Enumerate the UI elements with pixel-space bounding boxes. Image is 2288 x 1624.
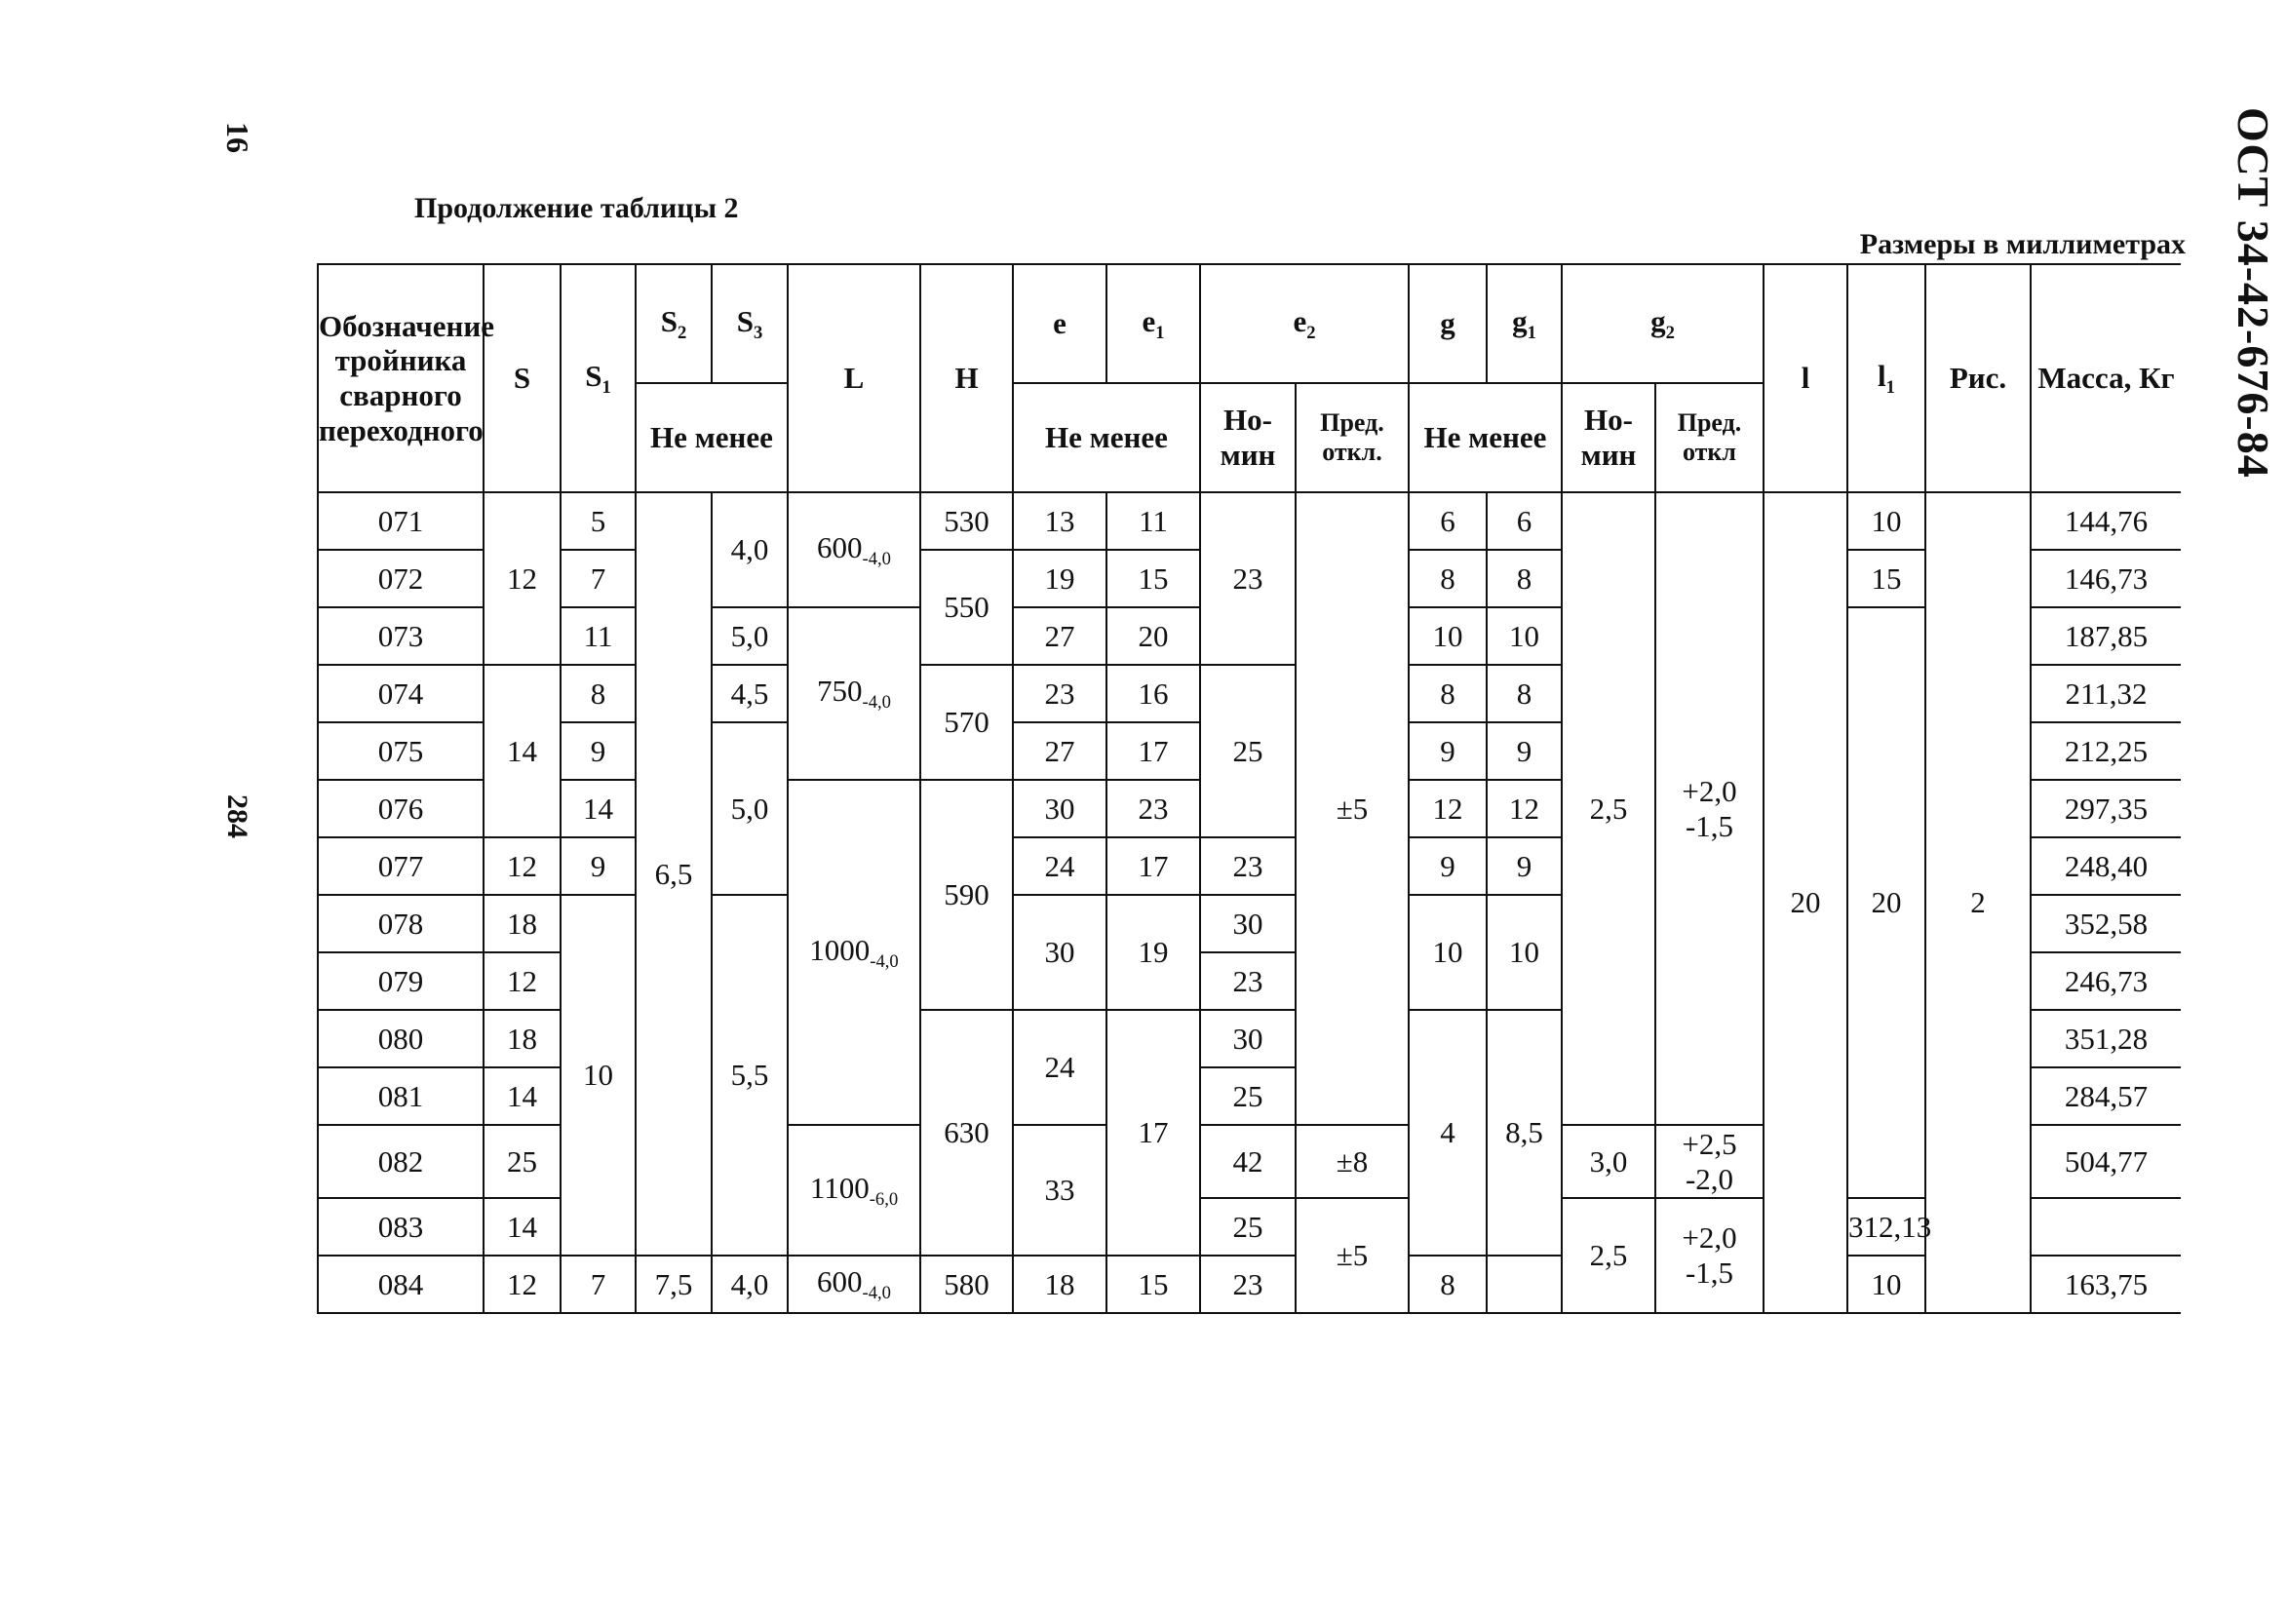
cell-g: 10 (1409, 607, 1487, 665)
cell-e2-nominal: 23 (1200, 1256, 1296, 1313)
cell-s: 12 (484, 492, 561, 665)
cell-s1: 14 (561, 780, 636, 837)
header-s3: $S_3$ (712, 264, 788, 383)
cell-g1: 10 (1487, 607, 1562, 665)
table-caption: Продолжение таблицы 2 (414, 192, 739, 224)
cell-mass: 504,77 (2031, 1125, 2181, 1198)
cell-e2-tolerance: ±5 (1296, 492, 1409, 1125)
cell-e: 19 (1013, 550, 1106, 607)
header-e2-tolerance: Пред. откл. (1296, 383, 1409, 492)
cell-s1: 7 (561, 550, 636, 607)
header-g1: $g_1$ (1487, 264, 1562, 383)
cell-l1: 10 (1847, 492, 1925, 550)
cell-mass: 351,28 (2031, 1010, 2181, 1067)
cell-l1: 10 (1847, 1256, 1925, 1313)
header-l: L (788, 264, 920, 492)
cell-s3: 4,0 (712, 492, 788, 607)
cell-e2-tolerance: ±8 (1296, 1125, 1409, 1198)
cell-e1: 23 (1106, 780, 1200, 837)
cell-g: 4 (1409, 1010, 1487, 1256)
cell-g2-tolerance: +2,5 -2,0 (1655, 1125, 1764, 1198)
cell-g: 8 (1409, 550, 1487, 607)
cell-e1: 17 (1106, 1010, 1200, 1256)
cell-h: 590 (920, 780, 1013, 1010)
cell-mass: 284,57 (2031, 1067, 2181, 1125)
header-s2: $S_2$ (636, 264, 712, 383)
header-e1: $e_1$ (1106, 264, 1200, 383)
cell-g2-tolerance: +2,0 -1,5 (1655, 492, 1764, 1125)
cell-designation: 083 (318, 1198, 484, 1256)
cell-mass: 187,85 (2031, 607, 2181, 665)
cell-e2-nominal: 30 (1200, 1010, 1296, 1067)
cell-designation: 075 (318, 722, 484, 780)
cell-h: 630 (920, 1010, 1013, 1256)
cell-e: 24 (1013, 1010, 1106, 1125)
cell-designation: 081 (318, 1067, 484, 1125)
header-mass: Масса, Кг (2031, 264, 2181, 492)
cell-e2-tolerance: ±5 (1296, 1198, 1409, 1313)
cell-e: 30 (1013, 780, 1106, 837)
cell-s: 14 (484, 1198, 561, 1256)
cell-mass: 212,25 (2031, 722, 2181, 780)
cell-e2-nominal: 42 (1200, 1125, 1296, 1198)
cell-g1: 8,5 (1487, 1010, 1562, 1256)
cell-g: 9 (1409, 837, 1487, 895)
cell-designation: 071 (318, 492, 484, 550)
table-container (317, 263, 2181, 1345)
cell-l: $750_{-4,0}$ (788, 607, 920, 780)
cell-s3: 5,0 (712, 607, 788, 665)
cell-e2-nominal: 25 (1200, 1198, 1296, 1256)
cell-s3: 5,5 (712, 895, 788, 1256)
cell-designation: 074 (318, 665, 484, 722)
cell-designation: 078 (318, 895, 484, 952)
cell-s1: 7 (561, 1256, 636, 1313)
cell-g: 10 (1409, 895, 1487, 1010)
cell-g2-nominal: 3,0 (1562, 1125, 1655, 1198)
header-not-less-s: Не менее (636, 383, 788, 492)
cell-s1: 10 (561, 895, 636, 1256)
header-g2-nominal: Но-мин (1562, 383, 1655, 492)
cell-e: 13 (1013, 492, 1106, 550)
cell-s1: 5 (561, 492, 636, 550)
cell-h: 570 (920, 665, 1013, 780)
cell-g1: 10 (1487, 895, 1562, 1010)
cell-e2-nominal: 25 (1200, 1067, 1296, 1125)
cell-e1: 19 (1106, 895, 1200, 1010)
cell-g1: 8 (1487, 550, 1562, 607)
cell-designation: 082 (318, 1125, 484, 1198)
cell-s: 12 (484, 837, 561, 895)
cell-s: 14 (484, 1067, 561, 1125)
cell-designation: 077 (318, 837, 484, 895)
cell-e1: 11 (1106, 492, 1200, 550)
cell-mass: 246,73 (2031, 952, 2181, 1010)
cell-mass: 144,76 (2031, 492, 2181, 550)
cell-mass: 352,58 (2031, 895, 2181, 952)
cell-s: 25 (484, 1125, 561, 1198)
document-code: ОСТ 34-42-676-84 (2229, 107, 2278, 479)
cell-designation: 080 (318, 1010, 484, 1067)
cell-e: 23 (1013, 665, 1106, 722)
cell-e: 18 (1013, 1256, 1106, 1313)
cell-figure: 2 (1925, 492, 2031, 1313)
cell-g: 9 (1409, 722, 1487, 780)
cell-g1: 9 (1487, 837, 1562, 895)
cell-g1: 6 (1487, 492, 1562, 550)
cell-designation: 076 (318, 780, 484, 837)
cell-e1: 17 (1106, 837, 1200, 895)
cell-s3: 4,5 (712, 665, 788, 722)
cell-l: 20 (1764, 492, 1847, 1313)
header-g2: $g_2$ (1562, 264, 1764, 383)
cell-g: 8 (1409, 1256, 1487, 1313)
header-designation: Обозначение тройника сварного переходного (318, 264, 484, 492)
cell-g2-nominal: 2,5 (1562, 492, 1655, 1125)
cell-g: 12 (1409, 780, 1487, 837)
cell-designation: 079 (318, 952, 484, 1010)
cell-s1: 8 (561, 665, 636, 722)
cell-e2-nominal: 25 (1200, 665, 1296, 837)
cell-l: $600_{-4,0}$ (788, 492, 920, 607)
header-e2: $e_2$ (1200, 264, 1409, 383)
cell-e2-nominal: 23 (1200, 492, 1296, 665)
cell-e: 33 (1013, 1125, 1106, 1256)
units-note: Размеры в миллиметрах (1859, 228, 2186, 260)
cell-g2-tolerance: +2,0 -1,5 (1655, 1198, 1764, 1313)
cell-h: 550 (920, 550, 1013, 665)
cell-g1: 9 (1487, 722, 1562, 780)
cell-e: 27 (1013, 722, 1106, 780)
cell-l1: 20 (1847, 607, 1925, 1198)
cell-e1: 15 (1106, 550, 1200, 607)
cell-e: 27 (1013, 607, 1106, 665)
cell-g: 8 (1409, 665, 1487, 722)
header-s: S (484, 264, 561, 492)
cell-s1: 9 (561, 837, 636, 895)
cell-l: $600_{-4,0}$ (788, 1256, 920, 1313)
cell-designation: 084 (318, 1256, 484, 1313)
cell-e2-nominal: 23 (1200, 837, 1296, 895)
cell-g: 6 (1409, 492, 1487, 550)
cell-s2: 7,5 (636, 1256, 712, 1313)
cell-s: 12 (484, 1256, 561, 1313)
cell-e2-nominal: 23 (1200, 952, 1296, 1010)
header-h: H (920, 264, 1013, 492)
cell-designation: 072 (318, 550, 484, 607)
cell-s3: 5,0 (712, 722, 788, 895)
cell-g1: 12 (1487, 780, 1562, 837)
dimensions-table (317, 263, 2181, 1314)
cell-l: $1000_{-4,0}$ (788, 780, 920, 1125)
cell-mass: 297,35 (2031, 780, 2181, 837)
cell-mass: 211,32 (2031, 665, 2181, 722)
cell-g1: 8 (1487, 665, 1562, 722)
cell-mass: 146,73 (2031, 550, 2181, 607)
cell-e1: 17 (1106, 722, 1200, 780)
cell-s: 14 (484, 665, 561, 837)
header-not-less-g: Не менее (1409, 383, 1562, 492)
cell-s: 18 (484, 895, 561, 952)
cell-l: $1100_{-6,0}$ (788, 1125, 920, 1256)
header-g: g (1409, 264, 1487, 383)
cell-l1: 15 (1847, 550, 1925, 607)
cell-s1: 9 (561, 722, 636, 780)
cell-s: 12 (484, 952, 561, 1010)
header-figure: Рис. (1925, 264, 2031, 492)
cell-mass: 163,75 (2031, 1256, 2181, 1313)
cell-mass: 312,13 (1847, 1198, 1925, 1256)
header-e2-nominal: Но-мин (1200, 383, 1296, 492)
cell-h: 580 (920, 1256, 1013, 1313)
cell-e1: 16 (1106, 665, 1200, 722)
header-e: e (1013, 264, 1106, 383)
page-number: 16 (220, 122, 255, 153)
table-row (318, 492, 2181, 550)
table-row (318, 1256, 2181, 1313)
cell-e: 30 (1013, 895, 1106, 1010)
header-l1: $l_1$ (1847, 264, 1925, 492)
header-not-less-e: Не менее (1013, 383, 1200, 492)
cell-designation: 073 (318, 607, 484, 665)
cell-s1: 11 (561, 607, 636, 665)
cell-g2-nominal: 2,5 (1562, 1198, 1655, 1313)
cell-e: 24 (1013, 837, 1106, 895)
cell-mass: 248,40 (2031, 837, 2181, 895)
cell-g1 (1487, 1256, 1562, 1313)
cell-e1: 15 (1106, 1256, 1200, 1313)
cell-e2-nominal: 30 (1200, 895, 1296, 952)
side-page-number: 284 (221, 794, 253, 838)
cell-e1: 20 (1106, 607, 1200, 665)
cell-s3: 4,0 (712, 1256, 788, 1313)
header-g2-tolerance: Пред. откл (1655, 383, 1764, 492)
cell-s2: 6,5 (636, 492, 712, 1256)
cell-h: 530 (920, 492, 1013, 550)
header-s1: $S_1$ (561, 264, 636, 492)
cell-s: 18 (484, 1010, 561, 1067)
header-l-small: l (1764, 264, 1847, 492)
